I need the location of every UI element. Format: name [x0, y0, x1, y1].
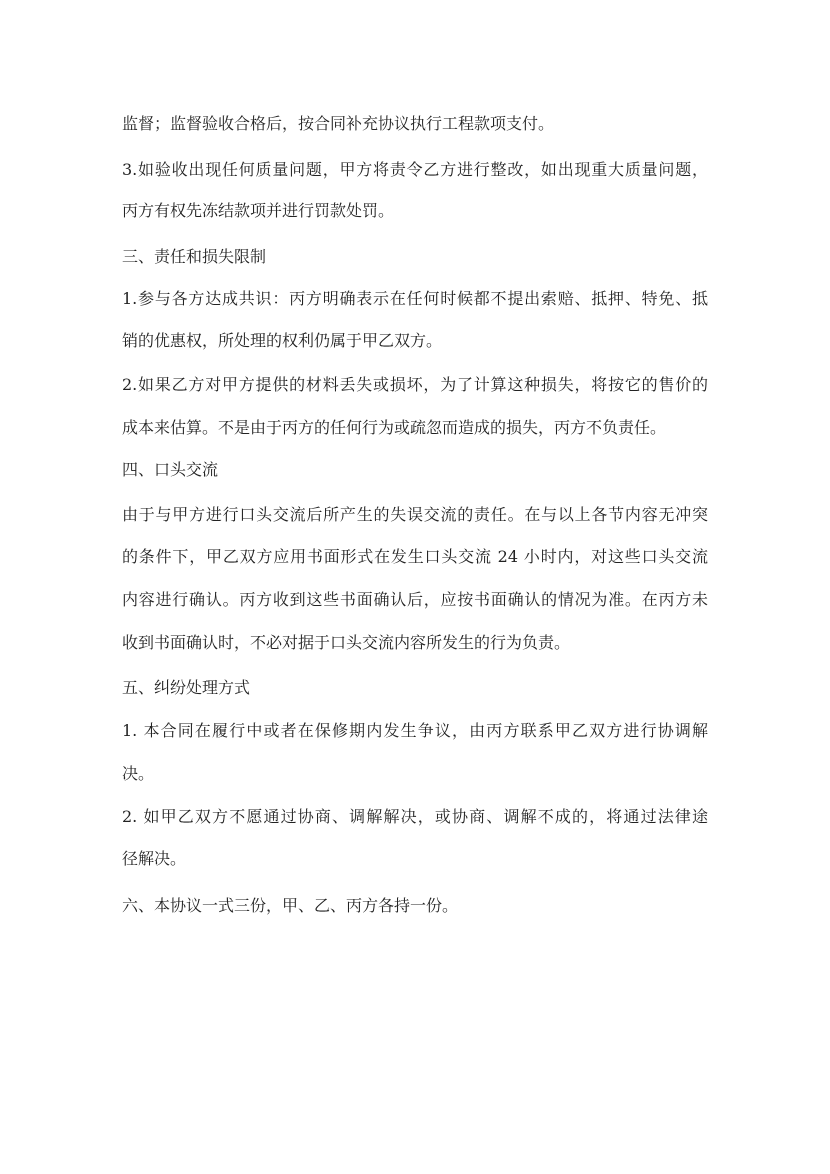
paragraph-line: 销的优惠权，所处理的权利仍属于甲乙双方。 [122, 331, 443, 350]
paragraph-line: 径解决。 [122, 849, 187, 868]
paragraph-line: 3.如验收出现任何质量问题，甲方将责令乙方进行整改，如出现重大质量问题， [122, 160, 708, 179]
paragraph-line: 丙方有权先冻结款项并进行罚款处罚。 [122, 201, 395, 220]
paragraph-line: 三、责任和损失限制 [122, 247, 267, 266]
paragraph-line: 监督；监督验收合格后，按合同补充协议执行工程款项支付。 [122, 114, 555, 133]
paragraph-line: 1.参与各方达成共识：丙方明确表示在任何时候都不提出索赔、抵押、特免、抵 [122, 289, 708, 308]
paragraph-line: 成本来估算。不是由于丙方的任何行为或疏忽而造成的损失，丙方不负责任。 [122, 418, 667, 437]
paragraph-line: 1. 本合同在履行中或者在保修期内发生争议，由丙方联系甲乙双方进行协调解 [122, 721, 708, 740]
paragraph-line: 决。 [122, 764, 155, 783]
paragraph-line: 2.如果乙方对甲方提供的材料丢失或损坏，为了计算这种损失，将按它的售价的 [122, 375, 708, 394]
paragraph-line: 内容进行确认。丙方收到这些书面确认后，应按书面确认的情况为准。在丙方未 [122, 590, 708, 609]
paragraph-line: 四、口头交流 [122, 460, 219, 479]
paragraph-line: 六、本协议一式三份，甲、乙、丙方各持一份。 [122, 896, 459, 915]
paragraph-line: 由于与甲方进行口头交流后所产生的失误交流的责任。在与以上各节内容无冲突 [122, 505, 708, 524]
paragraph-line: 五、纠纷处理方式 [122, 678, 251, 697]
paragraph-line: 2. 如甲乙双方不愿通过协商、调解解决，或协商、调解不成的，将通过法律途 [122, 807, 708, 826]
paragraph-line: 的条件下，甲乙双方应用书面形式在发生口头交流 24 小时内，对这些口头交流 [122, 547, 708, 566]
paragraph-line: 收到书面确认时，不必对据于口头交流内容所发生的行为负责。 [122, 633, 571, 652]
